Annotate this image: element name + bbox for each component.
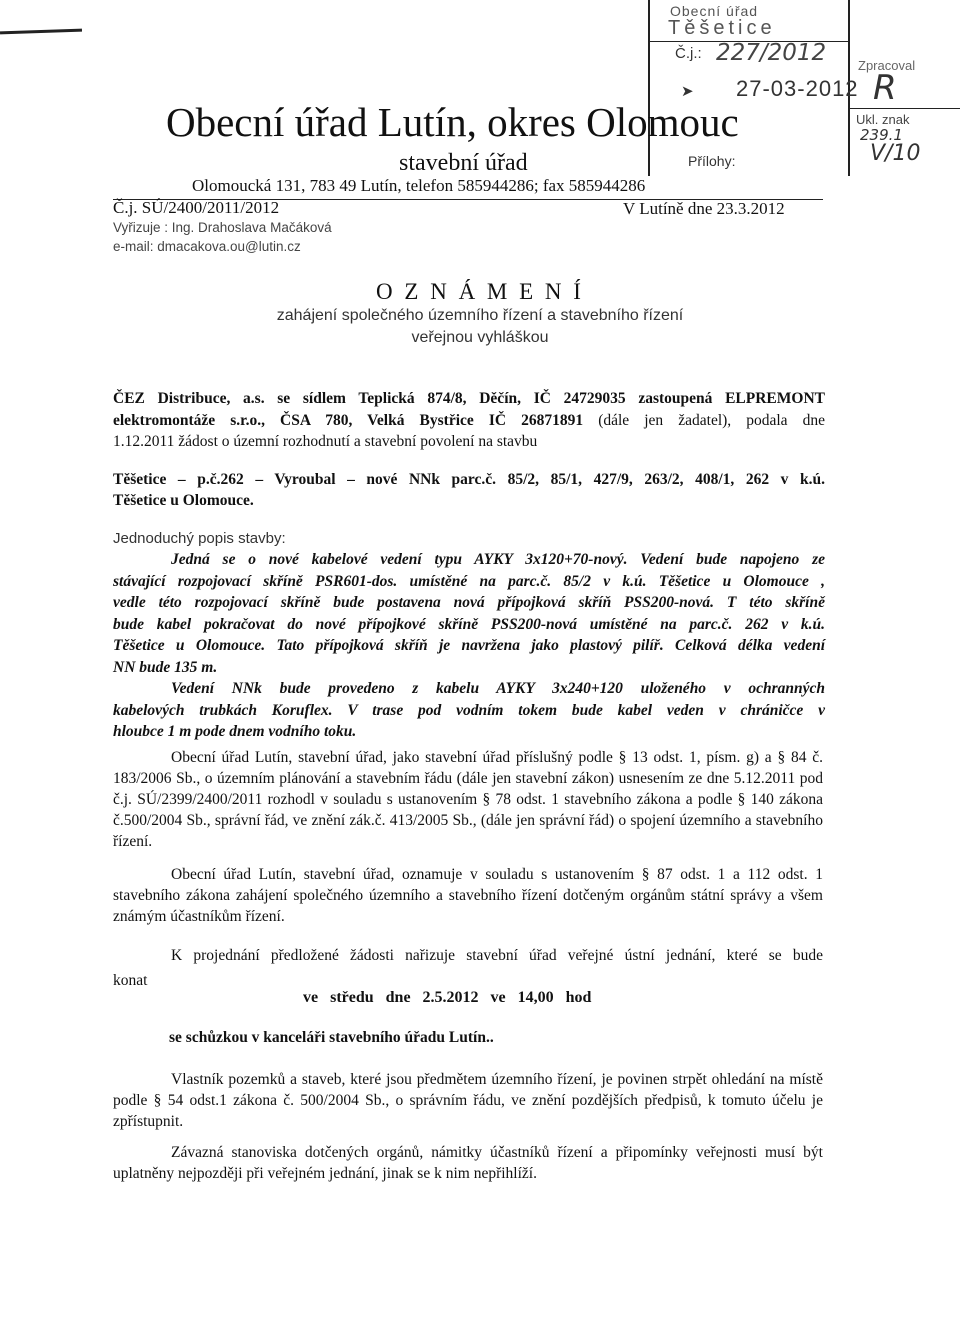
paragraph-text: Vlastník pozemků a staveb, které jsou předmětem územního řízení, je povinen strpět ohledání na místě podle § 54 odst.1 zákona č. 500/2004 Sb., o správním řádu, ve znění pozdějších předpisů, k tomuto účelu je zpřístupnit. — [113, 1071, 823, 1130]
paragraph-text: konat — [113, 972, 148, 989]
applicant-line1: ČEZ Distribuce, a.s. se sídlem Teplická 874/8, Děčín, IČ 24729035 zastoupená ELPREMONT — [113, 390, 825, 407]
stamp-ref-label: Č.j.: — [675, 45, 702, 62]
description-line: stávající rozpojovací skříně PSR601-dos. umístěné na parc.č. 85/2 v k.ú. Těšetice u Olomouce , — [113, 572, 825, 590]
description-line: hloubce 1 m pode dnem vodního toku. — [113, 723, 357, 740]
notice-title: O Z N Á M E N Í — [376, 279, 584, 304]
applicant-line2-rest: (dále jen žadatel), podala dne — [583, 412, 825, 429]
stamp-office-line1: Obecní úřad — [670, 3, 759, 19]
handler-line: Vyřizuje : Ing. Drahoslava Mačáková — [113, 220, 332, 235]
paragraph-merge-decision — [113, 747, 823, 852]
construction-line1: Těšetice – p.č.262 – Vyroubal – nové NNk parc.č. 85/2, 85/1, 427/9, 263/2, 408/1, 262 v k.ú. — [113, 471, 825, 488]
description-line: kabelových trubkách Koruflex. V trase pod vodním tokem bude kabel veden v chráničce v — [113, 701, 825, 719]
stamp-file-sign-label: Ukl. znak — [856, 112, 910, 127]
email-line: e-mail: dmacakova.ou@lutin.cz — [113, 239, 301, 254]
stamp-file-sign-value2: V/10 — [870, 141, 921, 166]
paragraph-owner-duty — [113, 1069, 823, 1132]
stamp-processed-label: Zpracoval — [858, 58, 916, 73]
description-line: Těšetice u Olomouce. Tato přípojková skříň je navržena jako plastový pilíř. Celková délka vedení — [113, 637, 825, 654]
applicant-line2 — [113, 410, 825, 431]
stamp-attachments-label: Přílohy: — [688, 153, 736, 169]
meeting-where: se schůzkou v kanceláři stavebního úřadu Lutín.. — [169, 1029, 494, 1046]
paragraph-hearing — [113, 945, 823, 991]
stamp-ref-value: 227/2012 — [716, 40, 827, 66]
meeting-when: ve středu dne 2.5.2012 ve 14,00 hod — [303, 989, 592, 1006]
paragraph-text: Obecní úřad Lutín, stavební úřad, oznamuje v souladu s ustanovením § 87 odst. 1 a 112 odst. 1 stavebního zákona zahájení společného územního a stavebního řízení dotčeným orgánům státní správy a všem známým účastníkům řízení. — [113, 866, 823, 925]
description-line: NN bude 135 m. — [113, 658, 218, 676]
paragraph-text: K projednání předložené žádosti nařizuje stavební úřad veřejné ústní jednání, které se bude — [171, 947, 823, 964]
page-title: Obecní úřad Lutín, okres Olomouc — [166, 99, 739, 145]
header-address: Olomoucká 131, 783 49 Lutín, telefon 585944286; fax 585944286 — [192, 176, 646, 195]
notice-line1: zahájení společného územního řízení a stavebního řízení — [276, 307, 684, 324]
description-line: Jedná se o nové kabelové vedení typu AYKY 3x120+70-nový. Vedení bude napojeno ze — [171, 551, 825, 568]
paragraph-text: Obecní úřad Lutín, stavební úřad, jako stavební úřad příslušný podle § 13 odst. 1, písm. g) a § 84 č. 183/2006 Sb., o územním plánování a stavebním řádu (dále jen stavební zákon) usnesením ze dne 5.12.2011 pod č.j. SÚ/2399/2400/2011 rozhodl v souladu s ustanovením § 78 odst. 1 stavebního zákona a podle § 140 zákona č.500/2004 Sb., správní řád, ve znění zák.č. 413/2005 Sb., (dále jen správní řád) o spojení územního a stavebního řízení. — [113, 749, 823, 850]
notice-line2: veřejnou vyhláškou — [411, 329, 549, 346]
stamp-file-sign-value: 239.1 — [860, 126, 903, 144]
paragraph-announcement — [113, 864, 823, 927]
applicant-line3: 1.12.2011 žádost o územní rozhodnutí a stavební povolení na stavbu — [113, 433, 538, 450]
applicant-line2-agent: elektromontáže s.r.o., ČSA 780, Velká Bystřice IČ 26871891 — [113, 412, 584, 429]
construction-line2: Těšetice u Olomouce. — [113, 492, 254, 509]
description-line: vedle této rozpojovací skříně bude postavena nová přípojková skříň PSS200-nová. T této skříně — [113, 594, 825, 611]
description-line: Vedení NNk bude provedeno z kabelu AYKY 3x240+120 uloženého v ochranných — [171, 680, 825, 697]
stamp-office-line2: Těšetice — [668, 17, 776, 39]
header-subtitle: stavební úřad — [399, 150, 528, 176]
reference-number: Č.j. SÚ/2400/2011/2012 — [113, 198, 280, 217]
description-block — [113, 549, 825, 743]
description-label: Jednoduchý popis stavby: — [113, 530, 286, 547]
paragraph-objections — [113, 1142, 823, 1184]
stamp-date: 27-03-2012 — [736, 76, 859, 101]
scan-mark — [0, 29, 82, 35]
description-line: bude kabel pokračovat do nové přípojkové skříně PSS200-nová umístěné na parc.č. 262 v k.ú. — [113, 615, 825, 633]
paragraph-text: Závazná stanoviska dotčených orgánů, námitky účastníků řízení a připomínky veřejnosti musí být uplatněny nejpozději při veřejném jednání, jinak se k nim nepřihlíží. — [113, 1144, 823, 1182]
stamp-processed-value: R — [873, 68, 897, 108]
arrow-icon: ➤ — [681, 84, 694, 100]
registry-stamp — [648, 0, 960, 176]
place-date: V Lutíně dne 23.3.2012 — [623, 199, 785, 218]
